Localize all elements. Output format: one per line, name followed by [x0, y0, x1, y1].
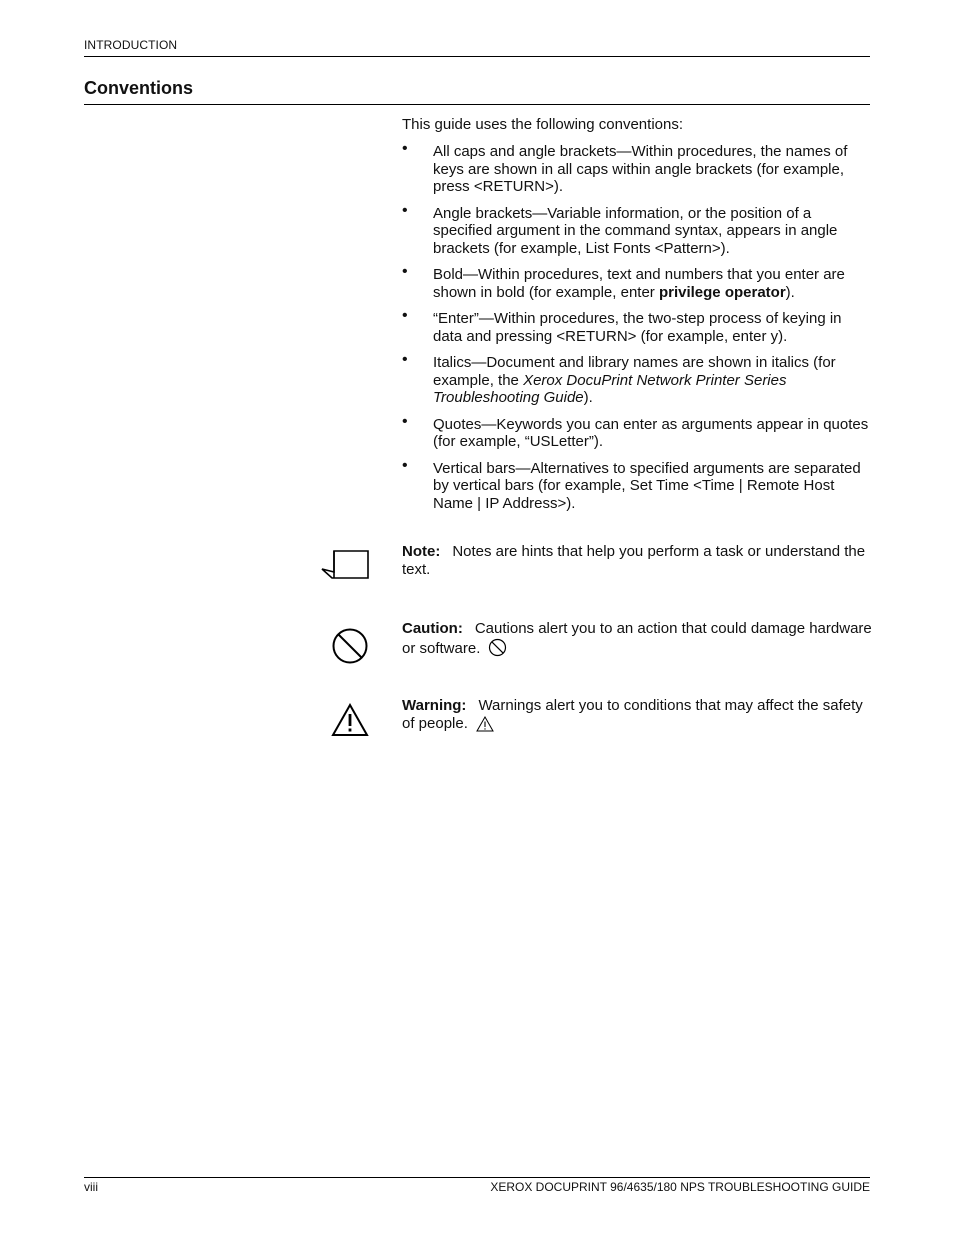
- convention-text: Bold—Within procedures, text and numbers that you enter are shown in bold (for example, enter: [433, 266, 845, 301]
- intro-text: This guide uses the following conventions:: [402, 116, 684, 133]
- note-block: [402, 543, 872, 578]
- caution-text: Cautions alert you to an action that could damage hardware or software.: [402, 620, 872, 657]
- convention-text: Vertical bars—Alternatives to specified arguments are separated by vertical bars (for example, Set Time <Time | Remote Host Name | IP Address>).: [433, 459, 861, 512]
- warning-icon: [331, 703, 369, 737]
- bullet-icon: •: [402, 412, 408, 430]
- convention-text: Italics—Document and library names are shown in italics (for example, the: [433, 354, 836, 389]
- convention-text: ).: [785, 283, 795, 301]
- caution-label: Caution:: [402, 620, 463, 637]
- bullet-icon: •: [402, 307, 408, 324]
- list-item: [402, 201, 872, 258]
- warning-inline-icon: [476, 716, 494, 732]
- note-text: Notes are hints that help you perform a task or understand the text.: [402, 543, 866, 578]
- convention-text: Quotes—Keywords you can enter as arguments appear in quotes (for example, “USLetter”).: [433, 415, 869, 450]
- page-number: viii: [84, 1180, 98, 1194]
- convention-text: “Enter”—Within procedures, the two-step process of keying in data and pressing <RETURN> (for example, enter y).: [433, 310, 842, 345]
- convention-text: ).: [583, 389, 593, 406]
- section-title: Conventions: [84, 78, 194, 98]
- note-icon: [320, 548, 372, 582]
- bullet-icon: •: [402, 263, 408, 280]
- bullet-icon: •: [402, 140, 408, 157]
- list-item: [402, 456, 872, 513]
- running-head: INTRODUCTION: [84, 38, 178, 52]
- convention-text: All caps and angle brackets—Within procedures, the names of keys are shown in all caps within angle brackets (for example, press <RETURN>).: [433, 143, 848, 195]
- note-label: Note:: [402, 543, 441, 560]
- section-rule: [84, 104, 870, 105]
- bullet-icon: •: [402, 201, 408, 219]
- caution-inline-icon: [488, 638, 507, 657]
- list-item: [402, 307, 872, 345]
- list-item: [402, 351, 872, 407]
- warning-label: Warning:: [402, 697, 467, 714]
- footer-rule: [84, 1177, 870, 1178]
- list-item: [402, 140, 872, 196]
- bold-example: privilege operator: [658, 283, 786, 301]
- bullet-icon: •: [402, 456, 408, 474]
- caution-icon: [331, 627, 369, 665]
- header-rule: [84, 56, 870, 57]
- italic-example: Xerox DocuPrint Network Printer Series Troubleshooting Guide: [433, 371, 787, 406]
- warning-text: Warnings alert you to conditions that may affect the safety of people.: [402, 697, 863, 732]
- list-item: [402, 263, 872, 301]
- bullet-icon: •: [402, 351, 408, 368]
- warning-block: [402, 697, 872, 732]
- book-title: XEROX DOCUPRINT 96/4635/180 NPS TROUBLESHOOTING GUIDE: [490, 1180, 870, 1194]
- conventions-list: [402, 140, 872, 521]
- convention-text: Angle brackets—Variable information, or the position of a specified argument in the command syntax, appears in angle brackets (for example, List Fonts <Pattern>).: [433, 204, 838, 257]
- caution-block: [402, 620, 872, 657]
- list-item: [402, 412, 872, 451]
